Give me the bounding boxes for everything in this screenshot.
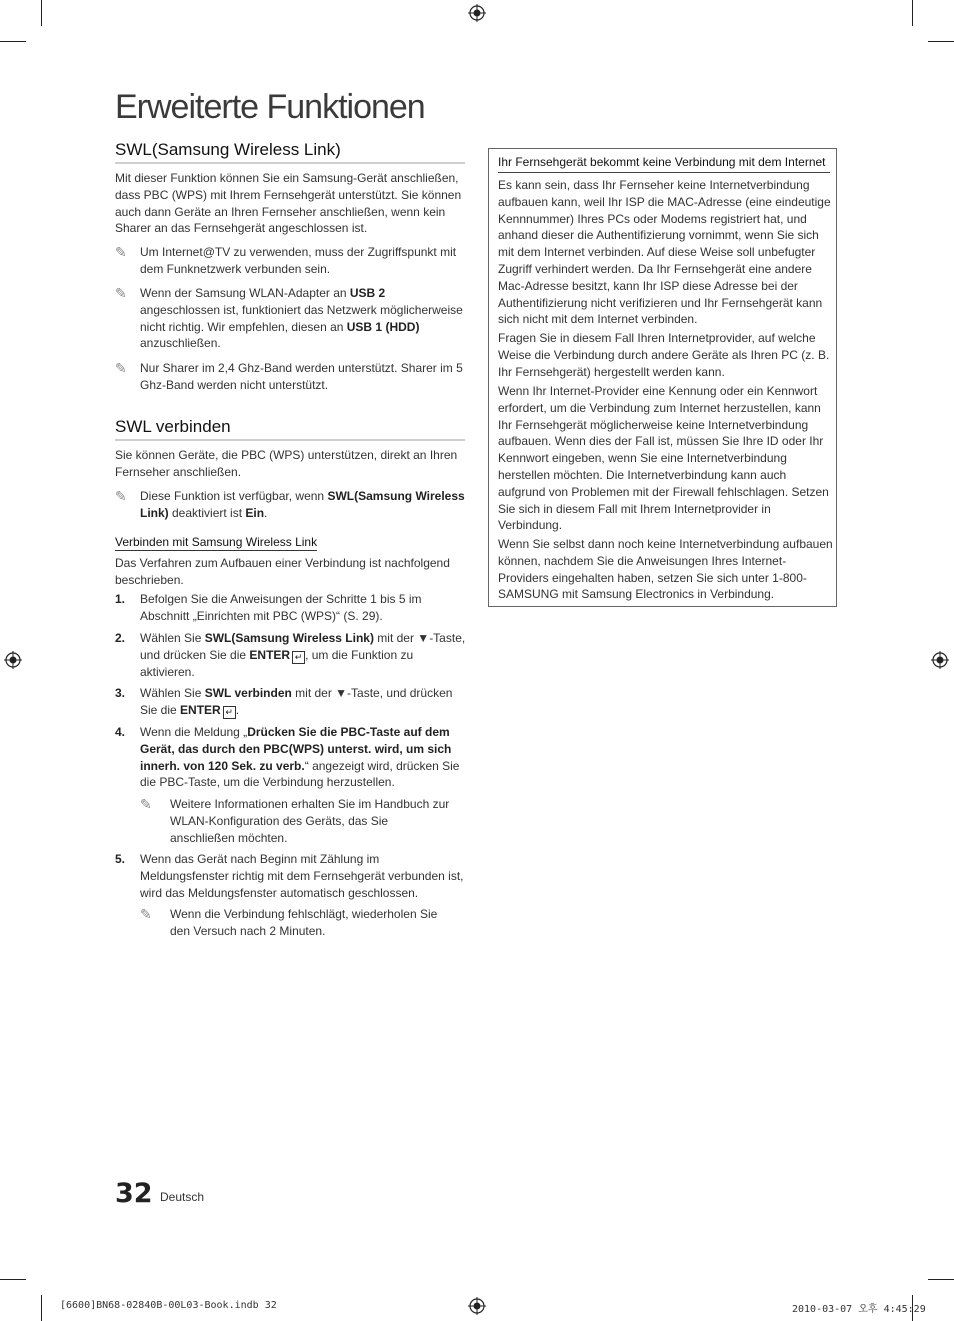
crop-mark [0,1279,26,1280]
box-paragraph: Wenn Sie selbst dann noch keine Internetverbindung aufbauen können, nachdem Sie die Anweisungen Ihres Internet-Providers eingehalten haben, setzen Sie sich unter 1-800-SAMSUNG mit Samsung Electronics in Verbindung. [498,537,833,602]
page-number: 32 [115,1178,153,1209]
pencil-note-icon: ✎ [140,906,152,922]
troubleshooting-box [488,148,837,607]
crop-mark [928,41,954,42]
box-paragraph: Wenn Ihr Internet-Provider eine Kennung oder ein Kennwort erfordert, um die Verbindung zum Internet herzustellen, kann Ihr Fernsehgerät möglicherweise keine Internetverbindung aufbauen. Wenn dies der Fall ist, müssen Sie Ihre ID oder Ihr Kennwort eingeben, wenn Sie eine Internetverbindung herstellen möchten. Die Internetverbindung kann auch aufgrund von Problemen mit der Firewall fehlschlagen. Setzen Sie sich in diesem Fall mit Ihrem Internetprovider in Verbindung. [498,384,829,533]
registration-mark-icon [468,4,486,22]
step-note: ✎ Wenn die Verbindung fehlschlägt, wiederholen Sie den Versuch nach 2 Minuten. [140,906,438,938]
crop-mark [41,1295,42,1321]
registration-mark-icon [931,651,949,669]
pencil-note-icon: ✎ [115,244,127,260]
step-item: 1. Befolgen Sie die Anweisungen der Schritte 1 bis 5 im Abschnitt „Einrichten mit PBC (WPS)“ (S. 29). [115,592,422,623]
language-label: Deutsch [160,1190,205,1204]
print-file-info: [6600]BN68-02840B-00L03-Book.indb 32 [60,1300,277,1311]
step-note: ✎ Weitere Informationen erhalten Sie im Handbuch zur WLAN-Konfiguration des Geräts, das Sie anschließen möchten. [140,796,450,845]
note-text: Um Internet@TV zu verwenden, muss der Zugriffspunkt mit dem Funknetzwerk verbunden sein. [140,245,457,276]
note [115,285,467,352]
note [115,488,467,522]
note-text: Wenn der Samsung WLAN-Adapter an USB 2 angeschlossen ist, funktioniert das Netzwerk möglicherweise nicht richtig. Wir empfehlen, diesen an USB 1 (HDD) anzuschließen. [140,286,463,351]
crop-mark [41,0,42,26]
note [115,244,467,278]
pencil-note-icon: ✎ [115,285,127,301]
step-item: 4. Wenn die Meldung „Drücken Sie die PBC-Taste auf dem Gerät, das durch den PBC(WPS) unterst. wird, um sich innerh. von 120 Sek. zu verb.“ angezeigt wird, drücken Sie die PBC-Taste, um die Verbindung herzustellen. [115,725,460,790]
enter-key-icon: ↵ [292,651,305,664]
box-paragraph: Es kann sein, dass Ihr Fernseher keine Internetverbindung aufbauen kann, weil Ihr ISP die MAC-Adresse (eine eindeutige Kennnummer) Ihres PCs oder Modems registriert hat, und anhand dieser die Authentifizierung vornimmt, wenn Sie sich mit dem Internet verbinden. Auf diese Weise soll unbefugter Zugriff verhindert werden. Da Ihr Fernsehgerät eine andere Mac-Adresse besitzt, kann Ihr ISP diese Adresse bei der Authentifizierung nicht verifizieren und Ihr Fernsehgerät kann sich nicht mit dem Internet verbinden. [498,178,831,327]
print-date-info: 2010-03-07 오후 4:45:29 [792,1304,926,1315]
section-heading: SWL verbinden [115,417,465,441]
pencil-note-icon: ✎ [115,360,127,376]
step-item: 5. Wenn das Gerät nach Beginn mit Zählung im Meldungsfenster richtig mit dem Fernsehgerät verbunden ist, wird das Meldungsfenster automatisch geschlossen. [115,852,464,900]
crop-mark [912,0,913,26]
subsection-heading: Verbinden mit Samsung Wireless Link [115,535,318,549]
registration-mark-icon [4,651,22,669]
note [115,360,467,394]
note-text: Nur Sharer im 2,4 Ghz-Band werden unterstützt. Sharer im 5 Ghz-Band werden nicht unterstützt. [140,361,463,392]
section-intro: Mit dieser Funktion können Sie ein Samsung-Gerät anschließen, dass PBC (WPS) mit Ihrem Fernsehgerät unterstützt. Sie können auch dann Geräte an Ihren Fernseher anschließen, wenn kein Sharer an das Fernsehgerät angeschlossen ist. [115,171,462,236]
subsection-intro: Das Verfahren zum Aufbauen einer Verbindung ist nachfolgend beschrieben. [115,556,450,587]
crop-mark [0,41,26,42]
step-item: 2. Wählen Sie SWL(Samsung Wireless Link) mit der ▼-Taste, und drücken Sie die ENTER ↵ , um die Funktion zu aktivieren. [115,631,466,679]
box-title: Ihr Fernsehgerät bekommt keine Verbindung mit dem Internet [498,155,830,173]
section-heading: SWL(Samsung Wireless Link) [115,140,465,164]
enter-key-icon: ↵ [223,706,236,719]
pencil-note-icon: ✎ [115,488,127,504]
crop-mark [928,1279,954,1280]
box-paragraph: Fragen Sie in diesem Fall Ihren Internetprovider, auf welche Weise die Verbindung durch andere Geräte als Ihren PC (z. B. Ihr Fernsehgerät) hergestellt werden kann. [498,331,830,379]
pencil-note-icon: ✎ [140,796,152,812]
section-intro: Sie können Geräte, die PBC (WPS) unterstützen, direkt an Ihren Fernseher anschließen. [115,448,458,479]
registration-mark-icon [468,1297,486,1315]
page-title: Erweiterte Funktionen [115,88,425,126]
note-text: Diese Funktion ist verfügbar, wenn SWL(Samsung Wireless Link) deaktiviert ist Ein. [140,489,465,520]
step-item: 3. Wählen Sie SWL verbinden mit der ▼-Taste, und drücken Sie die ENTER ↵ . [115,686,453,717]
